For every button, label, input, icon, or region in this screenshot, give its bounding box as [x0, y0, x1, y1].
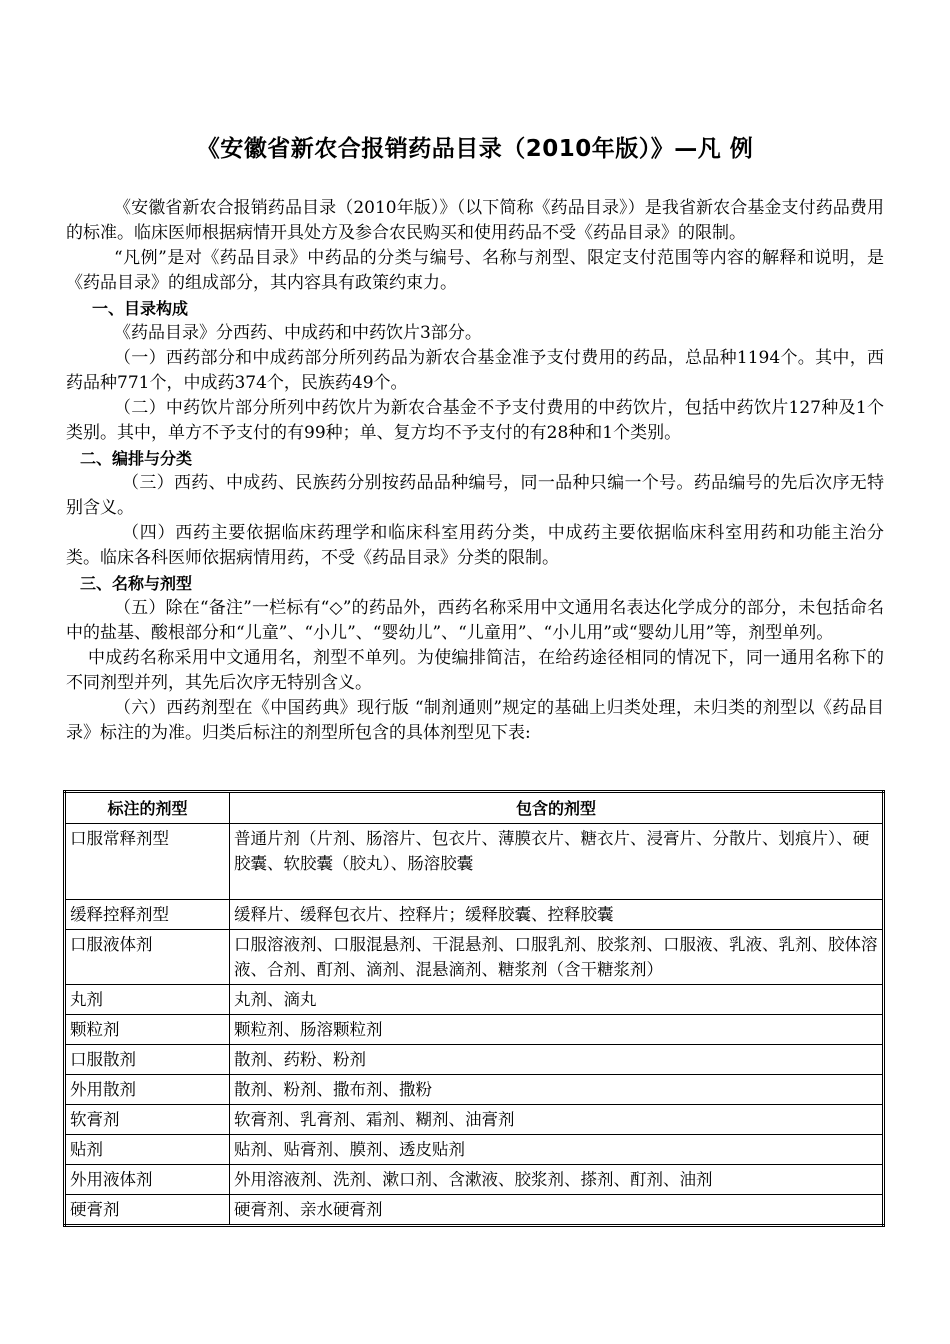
table-row [65, 1015, 884, 1045]
table-cell: 缓释片、缓释包衣片、控释片；缓释胶囊、控释胶囊 [230, 900, 884, 930]
table-row [65, 900, 884, 930]
paragraph: 《安徽省新农合报销药品目录（2010年版）》（以下简称《药品目录》）是我省新农合基金支付药品费用的标准。临床医师根据病情开具处方及参合农民购买和使用药品不受《药品目录》的限制。 [66, 198, 884, 243]
table-cell: 硬膏剂、亲水硬膏剂 [230, 1195, 884, 1226]
paragraph: 中成药名称采用中文通用名，剂型不单列。为使编排简洁，在给药途径相同的情况下，同一通用名称下的不同剂型并列，其先后次序无特别含义。 [66, 648, 884, 693]
table-cell: 硬膏剂 [65, 1195, 230, 1226]
table-cell: 颗粒剂、肠溶颗粒剂 [230, 1015, 884, 1045]
table-row [65, 1045, 884, 1075]
table-cell: 口服常释剂型 [65, 824, 230, 900]
paragraph: （四）西药主要依据临床药理学和临床科室用药分类，中成药主要依据临床科室用药和功能主治分类。临床各科医师依据病情用药，不受《药品目录》分类的限制。 [66, 523, 884, 568]
column-header: 标注的剂型 [65, 792, 230, 824]
paragraph: （六）西药剂型在《中国药典》现行版 “制剂通则”规定的基础上归类处理，未归类的剂型以《药品目录》标注的为准。归类后标注的剂型所包含的具体剂型见下表: [66, 698, 884, 743]
paragraph: （二）中药饮片部分所列中药饮片为新农合基金不予支付费用的中药饮片，包括中药饮片127种及1个类别。其中，单方不予支付的有99种；单、复方均不予支付的有28种和1个类别。 [66, 398, 884, 443]
section-heading: 二、编排与分类 [80, 449, 193, 468]
table-cell: 软膏剂、乳膏剂、霜剂、糊剂、油膏剂 [230, 1105, 884, 1135]
table-row [65, 1105, 884, 1135]
table-cell: 口服溶液剂、口服混悬剂、干混悬剂、口服乳剂、胶浆剂、口服液、乳液、乳剂、胶体溶液、合剂、酊剂、滴剂、混悬滴剂、糖浆剂（含干糖浆剂） [230, 930, 884, 985]
document-body [66, 196, 884, 746]
table-cell: 口服散剂 [65, 1045, 230, 1075]
table-row [65, 824, 884, 900]
table-cell: 散剂、药粉、粉剂 [230, 1045, 884, 1075]
paragraph: 《药品目录》分西药、中成药和中药饮片3部分。 [114, 323, 482, 343]
table-row [65, 930, 884, 985]
table-cell: 普通片剂（片剂、肠溶片、包衣片、薄膜衣片、糖衣片、浸膏片、分散片、划痕片）、硬胶囊、软胶囊（胶丸）、肠溶胶囊 [230, 824, 884, 900]
table-cell: 贴剂、贴膏剂、膜剂、透皮贴剂 [230, 1135, 884, 1165]
table-cell: 缓释控释剂型 [65, 900, 230, 930]
table-row [65, 1075, 884, 1105]
paragraph: （五）除在“备注”一栏标有“◇”的药品外，西药名称采用中文通用名表达化学成分的部分，未包括命名中的盐基、酸根部分和“儿童”、“小儿”、“婴幼儿”、“儿童用”、“小儿用”或“婴幼儿用”等，剂型单列。 [66, 598, 884, 643]
table-cell: 散剂、粉剂、撒布剂、撒粉 [230, 1075, 884, 1105]
table-cell: 软膏剂 [65, 1105, 230, 1135]
table-row [65, 1165, 884, 1195]
section-heading: 三、名称与剂型 [80, 574, 193, 593]
table-cell: 外用溶液剂、洗剂、漱口剂、含漱液、胶浆剂、搽剂、酊剂、油剂 [230, 1165, 884, 1195]
document-title: 《安徽省新农合报销药品目录（2010年版）》—凡 例 [196, 136, 754, 162]
table-cell: 颗粒剂 [65, 1015, 230, 1045]
paragraph: （一）西药部分和中成药部分所列药品为新农合基金准予支付费用的药品，总品种1194个。其中，西药品种771个，中成药374个，民族药49个。 [66, 348, 884, 393]
table-header-row [65, 792, 884, 824]
table-cell: 丸剂、滴丸 [230, 985, 884, 1015]
table-cell: 外用散剂 [65, 1075, 230, 1105]
table-cell: 口服液体剂 [65, 930, 230, 985]
section-heading: 一、目录构成 [92, 299, 189, 318]
table-row [65, 985, 884, 1015]
table-row [65, 1135, 884, 1165]
paragraph: “凡例”是对《药品目录》中药品的分类与编号、名称与剂型、限定支付范围等内容的解释和说明，是《药品目录》的组成部分，其内容具有政策约束力。 [66, 248, 884, 293]
table-cell: 外用液体剂 [65, 1165, 230, 1195]
table-cell: 丸剂 [65, 985, 230, 1015]
dosage-form-table [63, 790, 885, 1227]
paragraph: （三）西药、中成药、民族药分别按药品品种编号，同一品种只编一个号。药品编号的先后次序无特别含义。 [66, 473, 884, 518]
table-row [65, 1195, 884, 1226]
column-header: 包含的剂型 [230, 792, 884, 824]
table-cell: 贴剂 [65, 1135, 230, 1165]
